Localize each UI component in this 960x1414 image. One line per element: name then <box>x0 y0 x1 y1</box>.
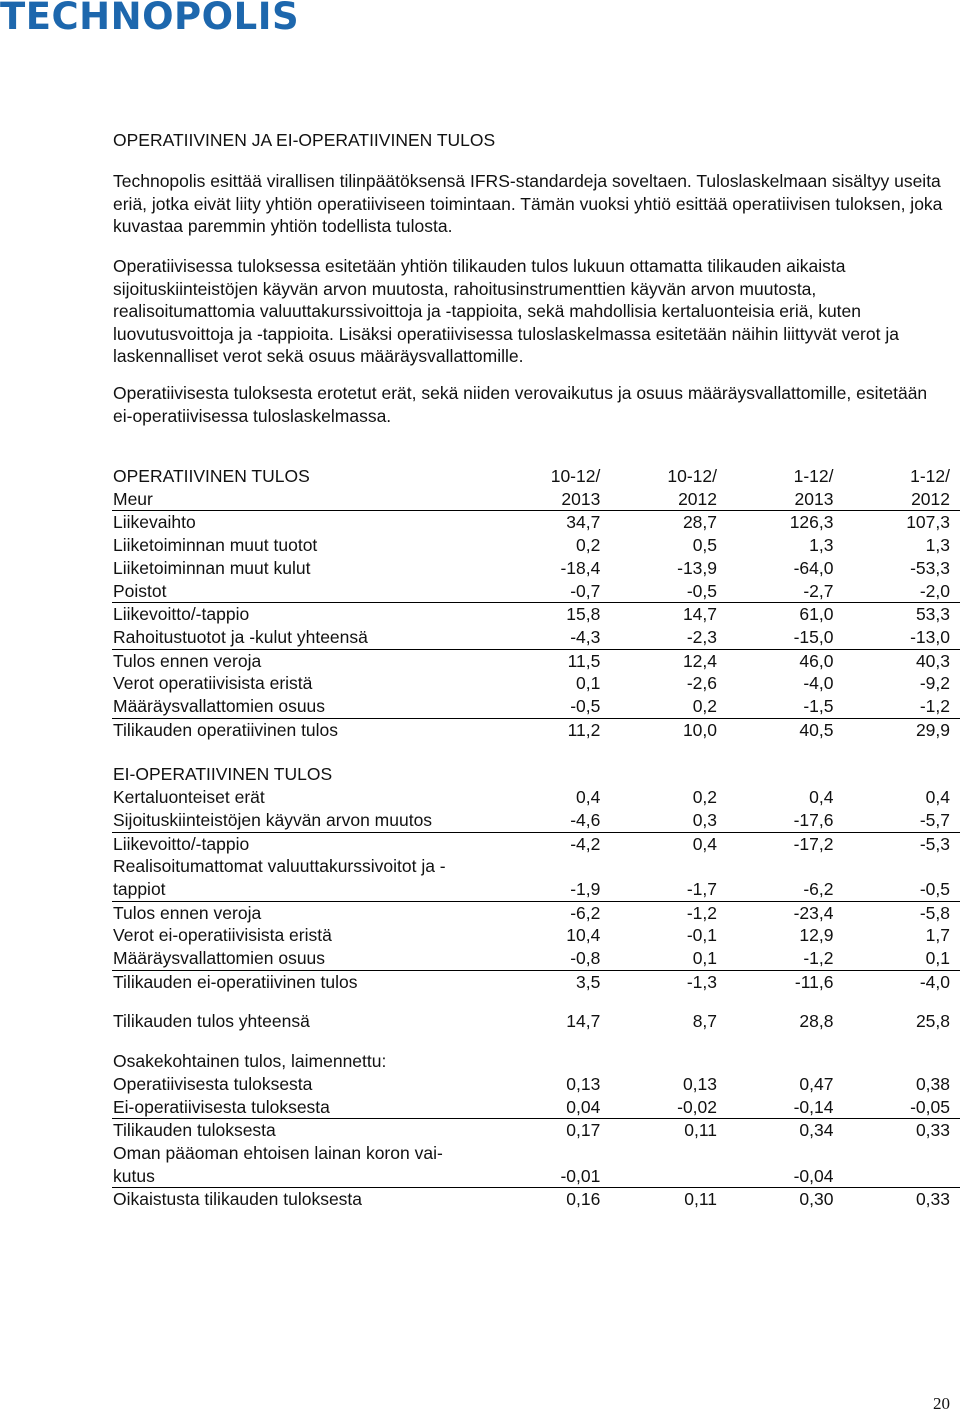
table-row <box>112 1188 960 1211</box>
cell-value: 0,2 <box>600 695 717 718</box>
row-label: Oman pääoman ehtoisen lainan koron vai- <box>113 1142 443 1163</box>
cell-value: 0,33 <box>915 1120 950 1141</box>
row-label: kutus <box>112 1165 484 1188</box>
cell-value: -0,05 <box>833 1096 960 1119</box>
cell-value: 0,4 <box>925 787 950 808</box>
cell-value: -1,9 <box>484 878 601 901</box>
cell-value: 0,16 <box>566 1189 601 1210</box>
cell-value: 14,7 <box>682 604 718 625</box>
cell-value: -17,2 <box>793 833 834 854</box>
cell-value: -1,2 <box>833 695 960 718</box>
table-row <box>112 901 960 924</box>
table-row <box>112 878 960 901</box>
cell-value: 11,5 <box>567 650 601 671</box>
cell-value: 2012 <box>833 488 960 511</box>
cell-value <box>833 1142 960 1165</box>
row-label: Tilikauden operatiivinen tulos <box>113 719 339 740</box>
table-row <box>112 1096 960 1119</box>
cell-value: -18,4 <box>560 557 601 578</box>
cell-value: -1,3 <box>686 971 718 992</box>
table-row <box>112 1165 960 1188</box>
cell-value: 15,8 <box>566 604 601 625</box>
table-row <box>112 672 960 695</box>
cell-value: -13,0 <box>833 626 960 649</box>
cell-value: 1,3 <box>925 535 950 556</box>
cell-value: 46,0 <box>799 650 834 671</box>
cell-value: 2013 <box>484 488 601 511</box>
row-label: Määräysvallattomien osuus <box>112 947 484 970</box>
table-row <box>112 1073 960 1096</box>
cell-value: 0,13 <box>566 1073 601 1094</box>
cell-value: -2,7 <box>717 580 833 603</box>
table-row <box>112 695 960 718</box>
row-label: Poistot <box>112 580 484 603</box>
eps-title <box>112 1050 960 1073</box>
cell-value: 0,3 <box>600 809 717 832</box>
operative-definition-paragraph: Operatiivisessa tuloksessa esitetään yhtiön tilikauden tulos lukuun ottamatta tilikauden aikaista sijoituskiinteistöjen käyvän arvon muutosta, rahoitusinstrumenttien käyvän arvon muutosta, realisoitumattomia valuuttakurssivoittoja ja -tappioita, sekä mahdollisia kertaluonteisia eriä, kuten luovutusvoittoja ja -tappioita. Lisäksi operatiivisessa tuloslaskelmassa esitetään näihin liittyvät verot ja laskennalliset verot sekä osuus määräysvallattomille. <box>113 256 899 366</box>
cell-value: -0,04 <box>717 1165 833 1188</box>
cell-value: -1,2 <box>686 902 718 923</box>
table-row <box>112 924 960 947</box>
row-label: OPERATIIVINEN TULOS <box>113 466 310 486</box>
page-number: 20 <box>933 1394 950 1413</box>
table-row <box>112 809 960 832</box>
cell-value: -0,5 <box>600 580 717 603</box>
row-label: Meur <box>112 488 484 511</box>
cell-value: 1,7 <box>925 925 950 946</box>
cell-value: -0,5 <box>484 695 601 718</box>
total-row <box>112 1010 960 1033</box>
row-label: Ei-operatiivisesta tuloksesta <box>112 1096 484 1119</box>
cell-value: -0,8 <box>484 947 601 970</box>
row-label: Tilikauden ei-operatiivinen tulos <box>113 971 358 992</box>
row-label: Verot ei-operatiivisista eristä <box>113 925 332 946</box>
cell-value: 1-12/ <box>910 466 950 486</box>
table-row <box>112 580 960 603</box>
row-label: Liikevoitto/-tappio <box>113 604 250 625</box>
row-label: Tulos ennen veroja <box>113 650 262 671</box>
cell-value: 12,4 <box>682 650 718 671</box>
row-label: tappiot <box>112 878 484 901</box>
table-row <box>112 626 960 649</box>
table-row <box>112 832 960 855</box>
cell-value: 10,0 <box>682 719 718 740</box>
non-operative-title-label: EI-OPERATIIVINEN TULOS <box>113 764 333 785</box>
table-row <box>112 557 960 580</box>
cell-value <box>484 1142 601 1165</box>
cell-value: -1,2 <box>717 947 833 970</box>
cell-value: 0,4 <box>576 787 601 808</box>
cell-value: -15,0 <box>717 626 833 649</box>
row-label: Verot operatiivisista eristä <box>113 673 313 694</box>
cell-value: -13,9 <box>677 557 718 578</box>
cell-value: 10,4 <box>566 925 601 946</box>
table-row <box>112 855 960 878</box>
cell-value: 1-12/ <box>793 466 834 486</box>
cell-value: -1,5 <box>717 695 833 718</box>
table-row <box>112 649 960 672</box>
cell-value: 1,3 <box>809 535 834 556</box>
cell-value: 107,3 <box>906 512 950 533</box>
spacer-row <box>112 1033 960 1050</box>
cell-value: 3,5 <box>576 971 601 992</box>
cell-value: 0,1 <box>576 673 601 694</box>
cell-value: -64,0 <box>793 557 834 578</box>
cell-value: 0,38 <box>915 1073 950 1094</box>
cell-value: 0,13 <box>682 1073 718 1094</box>
cell-value: 0,1 <box>600 947 717 970</box>
table-row <box>112 947 960 970</box>
cell-value: 10-12/ <box>550 466 601 486</box>
row-label: Tilikauden tuloksesta <box>113 1120 276 1141</box>
table-row <box>112 1142 960 1165</box>
cell-value: -53,3 <box>910 557 950 578</box>
cell-value: 0,5 <box>692 535 718 556</box>
cell-value: 10-12/ <box>667 466 718 486</box>
cell-value: 0,2 <box>576 535 601 556</box>
row-label: Liikevoitto/-tappio <box>113 833 250 854</box>
cell-value: 8,7 <box>692 1011 718 1032</box>
cell-value: 2012 <box>600 488 717 511</box>
non-operative-title <box>112 763 960 786</box>
cell-value: 0,2 <box>692 787 718 808</box>
cell-value: -4,3 <box>484 626 601 649</box>
cell-value: -11,6 <box>794 971 834 992</box>
spacer-row <box>112 741 960 763</box>
cell-value: -0,7 <box>484 580 601 603</box>
cell-value: -4,0 <box>803 673 834 694</box>
spacer-row <box>112 993 960 1010</box>
cell-value: -1,7 <box>600 878 717 901</box>
cell-value: 0,17 <box>566 1120 601 1141</box>
cell-value: 126,3 <box>789 512 834 533</box>
cell-value: -2,3 <box>600 626 717 649</box>
cell-value: -6,2 <box>717 878 833 901</box>
cell-value <box>600 1142 717 1165</box>
section-heading: OPERATIIVINEN JA EI-OPERATIIVINEN TULOS <box>113 130 496 150</box>
table-row <box>112 534 960 557</box>
cell-value: 0,04 <box>484 1096 601 1119</box>
cell-value: -9,2 <box>919 673 950 694</box>
row-label: Tulos ennen veroja <box>113 902 262 923</box>
row-label: Kertaluonteiset erät <box>113 787 265 808</box>
cell-value: 34,7 <box>566 512 601 533</box>
row-label: Määräysvallattomien osuus <box>112 695 484 718</box>
cell-value: -2,0 <box>833 580 960 603</box>
intro-paragraph: Technopolis esittää virallisen tilinpäätöksensä IFRS-standardeja soveltaen. Tuloslaskelmaan sisältyy useita eriä, jotka eivät liity yhtiön operatiiviseen toimintaan. Tämän vuoksi yhtiö esittää operatiivisen tuloksen, joka kuvastaa paremmin yhtiön todellista tulosta. <box>113 171 943 236</box>
cell-value: 28,8 <box>799 1011 834 1032</box>
technopolis-logo: TECHNOPOLIS <box>0 0 300 38</box>
table-header-row <box>112 488 960 511</box>
row-label: Liiketoiminnan muut kulut <box>113 557 311 578</box>
cell-value: 0,11 <box>684 1189 718 1210</box>
eps-title-label: Osakekohtainen tulos, laimennettu: <box>113 1051 387 1072</box>
cell-value: 61,0 <box>799 604 834 625</box>
cell-value: 2013 <box>717 488 833 511</box>
operative-result-table <box>112 465 960 1211</box>
cell-value: -4,2 <box>570 833 601 854</box>
cell-value: 29,9 <box>915 719 950 740</box>
row-label: Realisoitumattomat valuuttakurssivoitot ja - <box>113 856 446 877</box>
non-operative-paragraph: Operatiivisesta tuloksesta erotetut erät, sekä niiden verovaikutus ja osuus määräysvallattomille, esitetään ei-operatiivisessa tuloslaskelmassa. <box>113 383 928 426</box>
cell-value: -4,0 <box>919 971 950 992</box>
row-label: Tilikauden tulos yhteensä <box>113 1011 310 1032</box>
cell-value: 0,11 <box>684 1120 718 1141</box>
row-label: Operatiivisesta tuloksesta <box>113 1073 313 1094</box>
cell-value: -0,02 <box>600 1096 717 1119</box>
cell-value: -23,4 <box>793 902 834 923</box>
table-row <box>112 970 960 993</box>
row-label: Liiketoiminnan muut tuotot <box>113 535 318 556</box>
cell-value: 11,2 <box>567 719 601 740</box>
cell-value: 0,4 <box>692 833 718 854</box>
cell-value: 0,30 <box>799 1189 834 1210</box>
cell-value: 14,7 <box>566 1011 601 1032</box>
cell-value: 53,3 <box>915 604 950 625</box>
cell-value: -17,6 <box>717 809 833 832</box>
cell-value: 28,7 <box>682 512 718 533</box>
cell-value: -0,5 <box>833 878 960 901</box>
cell-value: 25,8 <box>915 1011 950 1032</box>
cell-value: -0,14 <box>717 1096 833 1119</box>
cell-value: 0,47 <box>799 1073 834 1094</box>
cell-value: -6,2 <box>570 902 601 923</box>
cell-value: -5,8 <box>919 902 950 923</box>
table-row <box>112 786 960 809</box>
row-label: Oikaistusta tilikauden tuloksesta <box>113 1189 363 1210</box>
cell-value: 0,33 <box>915 1189 950 1210</box>
table-header-row <box>112 465 960 488</box>
cell-value <box>717 855 833 878</box>
cell-value: -0,01 <box>484 1165 601 1188</box>
cell-value <box>600 855 717 878</box>
cell-value: 40,3 <box>915 650 950 671</box>
cell-value <box>833 1165 960 1188</box>
row-label: Liikevaihto <box>113 512 196 533</box>
cell-value: 0,1 <box>833 947 960 970</box>
cell-value: -2,6 <box>686 673 718 694</box>
row-label: Sijoituskiinteistöjen käyvän arvon muutos <box>112 809 484 832</box>
cell-value: 0,4 <box>809 787 834 808</box>
table-row <box>112 603 960 626</box>
cell-value: 40,5 <box>799 719 834 740</box>
cell-value: -5,3 <box>919 833 950 854</box>
cell-value: 12,9 <box>799 925 834 946</box>
cell-value <box>484 855 601 878</box>
cell-value: 0,34 <box>799 1120 834 1141</box>
cell-value: -5,7 <box>833 809 960 832</box>
table-row <box>112 1119 960 1142</box>
cell-value <box>833 855 960 878</box>
table-row <box>112 511 960 534</box>
cell-value <box>717 1142 833 1165</box>
row-label: Rahoitustuotot ja -kulut yhteensä <box>112 626 484 649</box>
cell-value: -0,1 <box>686 925 718 946</box>
cell-value <box>600 1165 717 1188</box>
cell-value: -4,6 <box>484 809 601 832</box>
table-row <box>112 718 960 741</box>
